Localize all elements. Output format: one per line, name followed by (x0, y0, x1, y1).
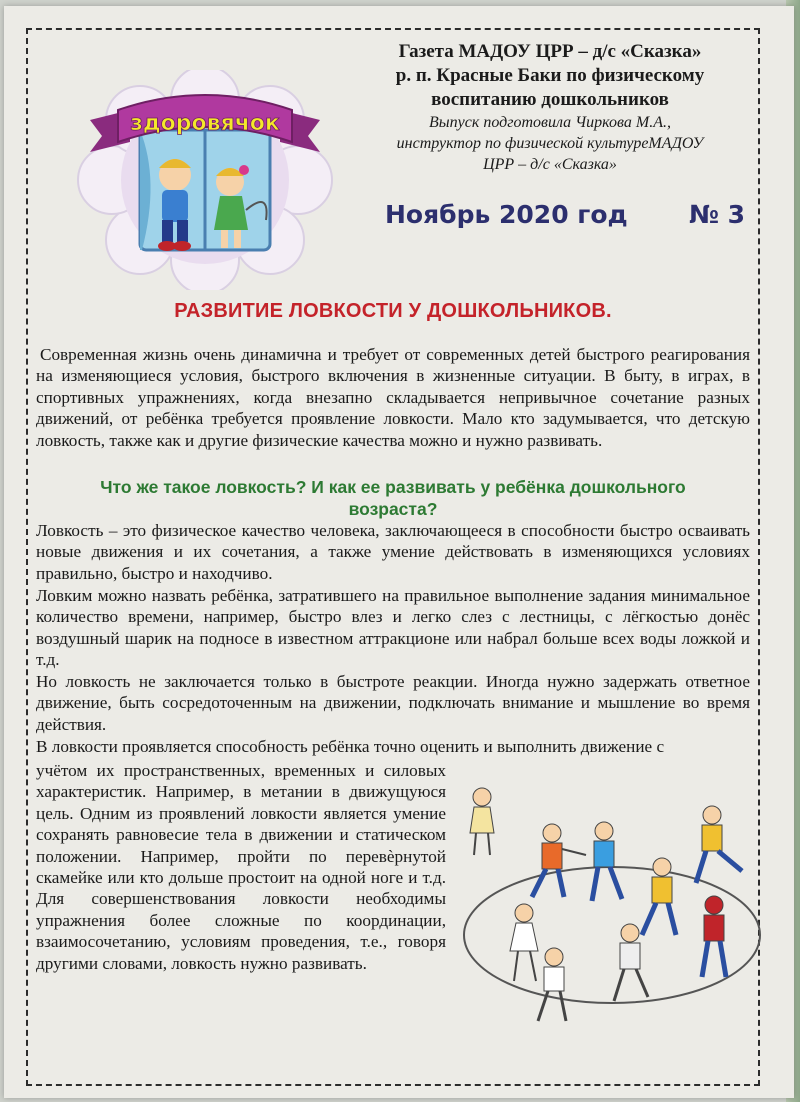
logo-text: здоровячок (130, 111, 280, 136)
intro-paragraph (36, 344, 750, 451)
subheading-line-2: возраста? (348, 499, 438, 519)
paragraph-1-text: Ловкость – это физическое качество человека, заключающееся в способности быстро осваивать новые движения и их сочетания, а также умение действовать в изменяющихся условиях правильно, быстро и находчиво. (36, 521, 750, 583)
header-line-2: р. п. Красные Баки по физическому (395, 65, 705, 86)
paragraph-4-first-line: В ловкости проявляется способность ребёнка точно оценить и выполнить движение с (36, 737, 665, 756)
issue-info (385, 200, 745, 229)
paragraph-examples (36, 585, 750, 671)
credit-line-3: ЦРР – д/с «Сказка» (483, 156, 617, 173)
child-figure-8 (510, 904, 538, 981)
paragraph-4-text: учётом их пространственных, временных и силовых характеристик. Например, в метании в движущуюся цель. Одним из проявлений ловкости является умение сохранять равновесие тела в движении и статическом положении. Например, пройти по перевѐрнутой скамейке или кто дольше простоит на одной ноге и т.д. Для совершенствования ловкости необходимы упражнения более сложные по координации, взаимосочетанию, условиям проведения, т.е., говоря другими словами, ловкость нужно развивать. (36, 761, 446, 973)
child-figure-9 (538, 948, 566, 1021)
section-subheading (36, 476, 750, 520)
credit-line-2: инструктор по физической культуреМАДОУ (396, 135, 704, 152)
header-line-1: Газета МАДОУ ЦРР – д/с «Сказка» (398, 41, 702, 62)
paragraph-2-text: Ловким можно назвать ребёнка, затратившего на правильное выполнение задания минимальное количество времени, например, быстро влез и легко слез с лестницы, с лёгкостью донёс воздушный шарик на подносе в известном аттракционе или набрал больше всех воды ложкой и т.д. (36, 586, 750, 670)
child-figure-6 (702, 896, 726, 977)
child-figure-7 (614, 924, 648, 1001)
children-playing-illustration (462, 785, 762, 1065)
credit-line-1: Выпуск подготовила Чиркова М.А., (429, 114, 671, 131)
subheading-line-1: Что же такое ловкость? И как ее развивать у ребёнка дошкольного (100, 477, 686, 497)
issue-date: Ноябрь 2020 год (385, 200, 628, 229)
newspaper-header (350, 40, 750, 175)
child-figure-3 (592, 822, 622, 901)
article-title: РАЗВИТИЕ ЛОВКОСТИ У ДОШКОЛЬНИКОВ. (174, 300, 612, 322)
header-line-3: воспитанию дошкольников (431, 89, 669, 110)
zdorovyachok-logo (70, 70, 340, 290)
issue-number: № 3 (688, 200, 745, 229)
paragraph-3-text: Но ловкость не заключается только в быстроте реакции. Иногда нужно задержать ответное движение, быть сосредоточенным на движении, подключать внимание и мышление во время действия. (36, 672, 750, 734)
paragraph-definition (36, 520, 750, 584)
child-figure-1 (470, 788, 494, 855)
intro-text: Современная жизнь очень динамична и требует от современных детей быстрого реагирования на изменяющиеся условия, быстрого включения в жизненные ситуации. В быту, в играх, в спортивных упражнениях, когда внезапно складывается непривычное сочетание разных движений, от ребёнка требуется проявление ловкости. Мало кто задумывается, что детскую ловкость, также как и другие физические качества можно и нужно развивать. (36, 345, 750, 450)
child-figure-2 (532, 824, 586, 897)
child-figure-4 (696, 806, 742, 883)
paragraph-reaction (36, 671, 750, 735)
paragraph-ability (36, 760, 446, 974)
paragraph-ability-first-line (36, 736, 750, 757)
